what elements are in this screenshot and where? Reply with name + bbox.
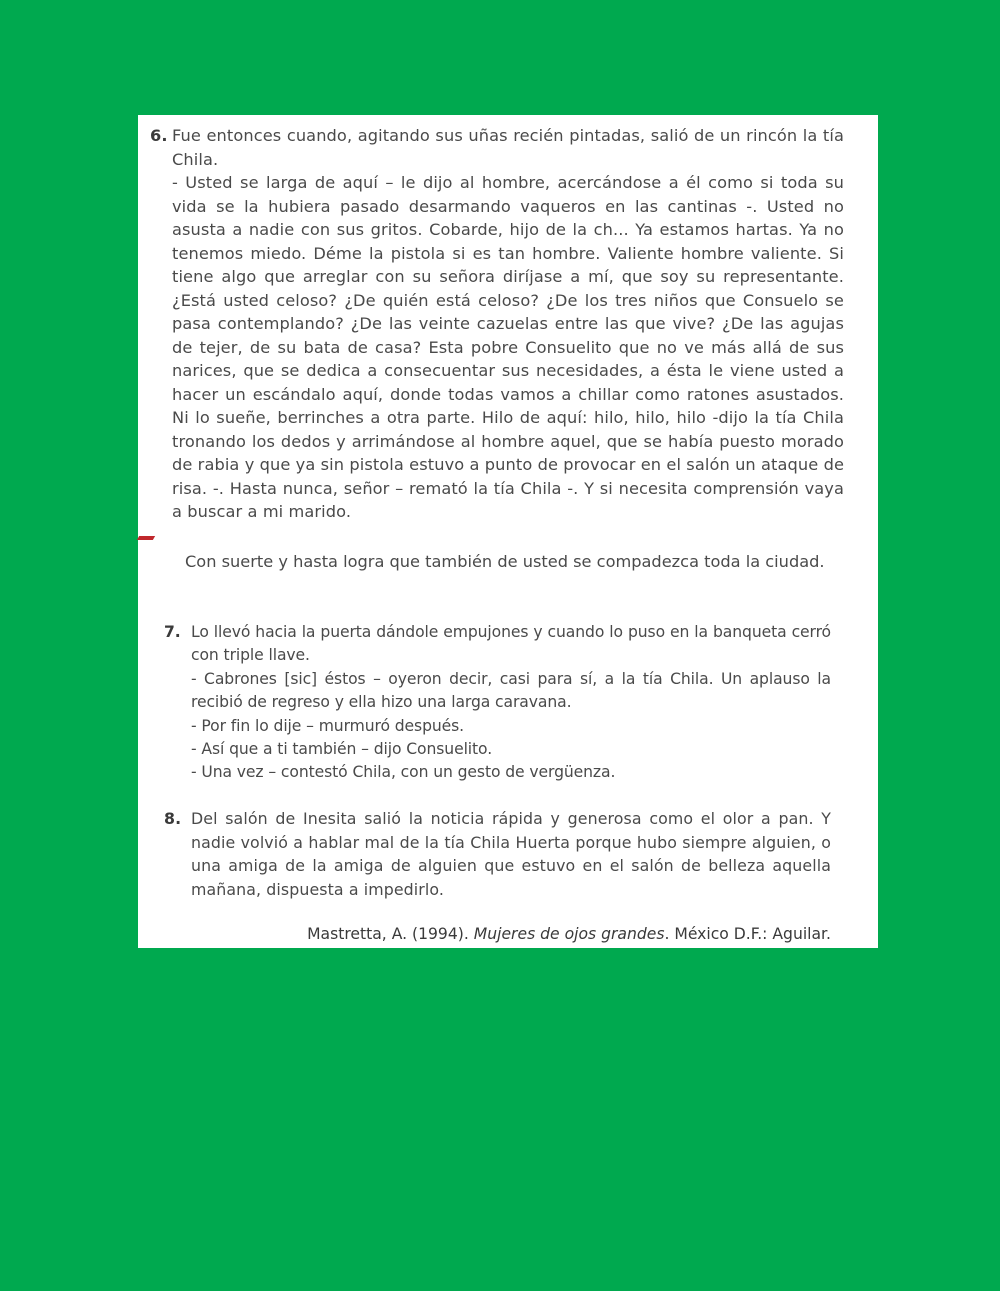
reference-title: Mujeres de ojos grandes [473,925,665,943]
paragraph-8 [164,807,831,901]
paragraph-line: - Una vez – contestó Chila, con un gesto de vergüenza. [191,763,616,782]
paragraph-line: - Así que a ti también – dijo Consuelito. [191,740,493,759]
reference-publisher: . México D.F.: Aguilar. [664,925,831,943]
paragraph-intro: Fue entonces cuando, agitando sus uñas recién pintadas, salió de un rincón la tía Chila. [172,126,844,169]
bibliographic-reference [190,925,831,943]
paragraph-number: 6. [150,126,168,145]
paragraph-line: Lo llevó hacia la puerta dándole empujones y cuando lo puso en la banqueta cerró con triple llave. [191,623,831,665]
paragraph-text: Del salón de Inesita salió la noticia rápida y generosa como el olor a pan. Y nadie volvió a hablar mal de la tía Chila Huerta porque hubo siempre alguien, o una amiga de la amiga de alguien que estuvo en el salón de belleza aquella mañana, dispuesta a impedirlo. [191,809,831,899]
reference-author: Mastretta, A. (1994). [307,925,469,943]
paragraph-number: 7. [164,623,181,641]
paragraph-line: - Por fin lo dije – murmuró después. [191,716,465,735]
paragraph-number: 8. [164,809,182,828]
paragraph-speech: - Usted se larga de aquí – le dijo al hombre, acercándose a él como si toda su vida se la hubiera pasado desarmando vaqueros en las cantinas -. Usted no asusta a nadie con sus gritos. Cobarde, hijo de la ch... Ya estamos hartas. Ya no tenemos miedo. Déme la pistola si es tan hombre. Valiente hombre valiente. Si tiene algo que arreglar con su señora diríjase a mí, que soy su representante. ¿Está usted celoso? ¿De quién está celoso? ¿De los tres niños que Consuelo se pasa contemplando? ¿De las veinte cazuelas entre las que vive? ¿De las agujas de tejer, de su bata de casa? Esta pobre Consuelito que no ve más allá de sus narices, que se dedica a consecuentar sus necesidades, a ésta le viene usted a hacer un escándalo aquí, donde todas vamos a chillar como ratones asustados. Ni lo sueñe, berrinches a otra parte. Hilo de aquí: hilo, hilo, hilo -dijo la tía Chila tronando los dedos y arrimándose al hombre aquel, que se había puesto morado de rabia y que ya sin pistola estuvo a punto de provocar en el salón un ataque de risa. -. Hasta nunca, señor – remató la tía Chila -. Y si necesita comprensión vaya a buscar a mi marido. [172,173,844,521]
paragraph-6-continuation: Con suerte y hasta logra que también de usted se compadezca toda la ciudad. [185,552,825,571]
paragraph-line: - Cabrones [sic] éstos – oyeron decir, casi para sí, a la tía Chila. Un aplauso la recibió de regreso y ella hizo una larga caravana. [191,669,831,712]
red-margin-mark [137,536,155,540]
paragraph-6 [150,124,844,524]
paragraph-7 [164,621,831,785]
